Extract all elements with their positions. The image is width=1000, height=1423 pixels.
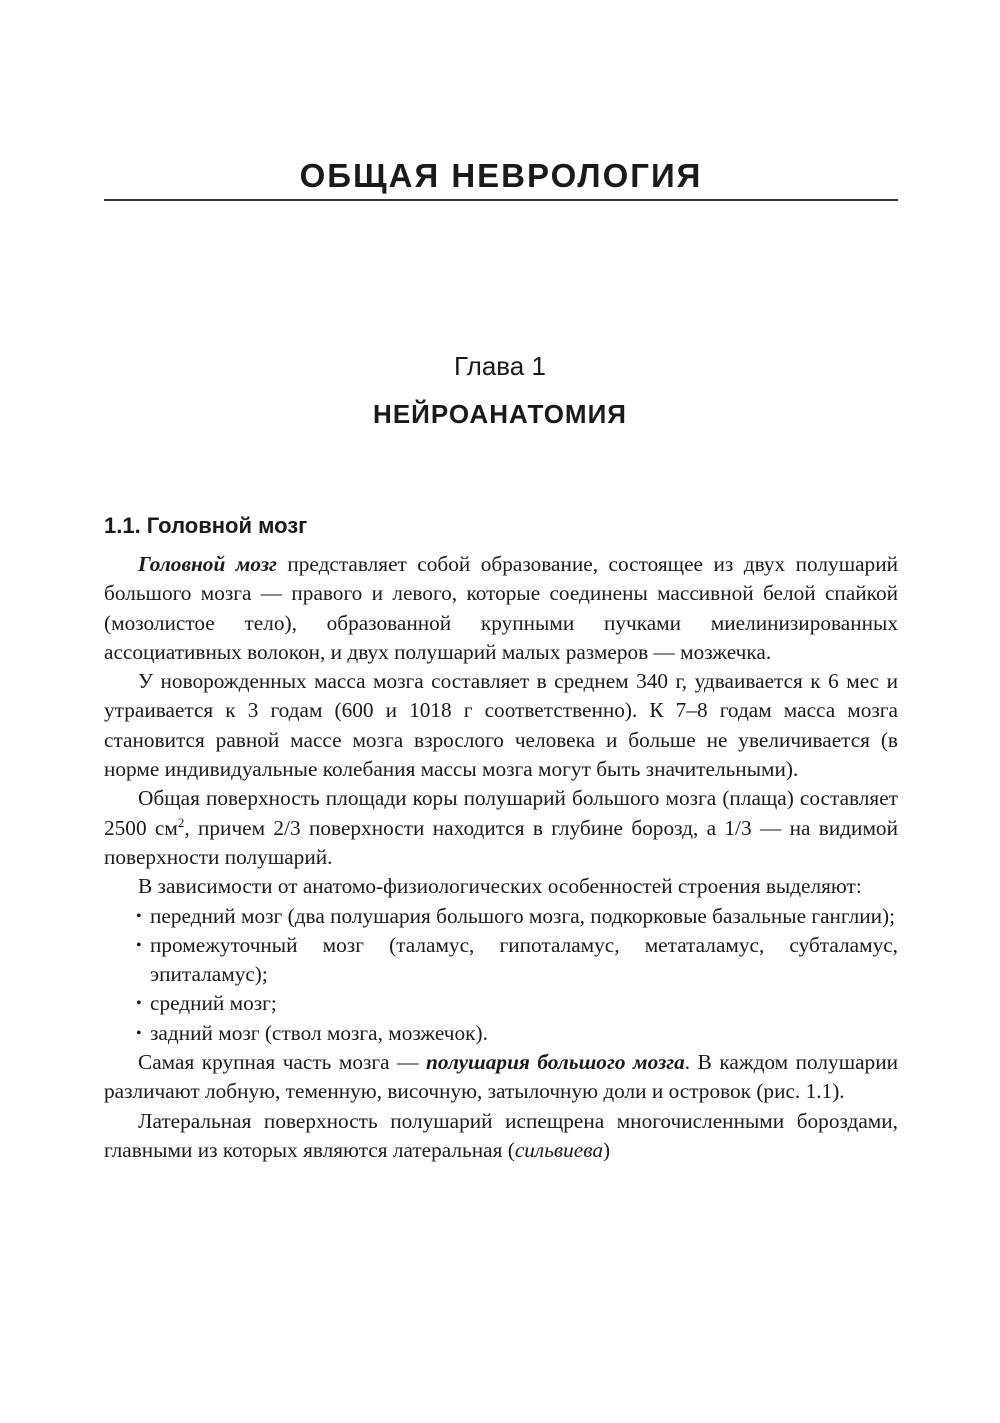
list-item [104, 902, 898, 931]
part-title: ОБЩАЯ НЕВРОЛОГИЯ [299, 157, 703, 194]
chapter-title: НЕЙРОАНАТОМИЯ [373, 399, 627, 429]
paragraph-3-text-b: , причем 2/3 поверхности находится в глубине борозд, а 1/3 — на видимой поверхности полушарий. [104, 815, 898, 869]
paragraph-6 [104, 1107, 898, 1166]
paragraph-5-text-b: . В каждом полушарии различают лобную, теменную, височную, затылочную доли и островок (рис. 1.1). [104, 1050, 898, 1104]
chapter-number: Глава 1 [454, 351, 546, 381]
section-title: 1.1. Головной мозг [104, 513, 308, 538]
list-item-text: передний мозг (два полушария большого мозга, подкорковые базальные ганглии); [150, 903, 896, 928]
bullet-icon: • [136, 936, 142, 954]
paragraph-6-text-a: Латеральная поверхность полушарий испещрена многочисленными бороздами, главными из которых являются латеральная ( [104, 1108, 898, 1162]
paragraph-3 [104, 784, 898, 872]
bullet-icon: • [136, 907, 142, 925]
list-item-text: средний мозг; [150, 991, 277, 1016]
paragraph-3-text-a: Общая поверхность площади коры полушарий большого мозга (плаща) составляет 2500 см [104, 786, 898, 840]
paragraph-5 [104, 1048, 898, 1107]
list-item [104, 1019, 898, 1048]
list-item [104, 989, 898, 1018]
paragraph-6-text-b: ) [603, 1137, 611, 1162]
body-text [104, 550, 898, 1165]
title-divider [104, 199, 898, 201]
term-sylvian: сильвиева [514, 1137, 603, 1162]
paragraph-1 [104, 550, 898, 667]
list-item-text: задний мозг (ствол мозга, мозжечок). [150, 1020, 488, 1045]
paragraph-1-text: представляет собой образование, состоящее из двух полушарий большого мозга — правого и левого, которые соединены массивной белой спайкой (мозолистое тело), образованной крупными пучками миелинизированных ассоциативных волокон, и двух полушарий малых размеров — мозжечка. [104, 552, 898, 664]
paragraph-5-text-a: Самая крупная часть мозга — [138, 1050, 426, 1075]
bullet-icon: • [136, 1024, 142, 1042]
list-item [104, 931, 898, 990]
term-brain: Головной мозг [138, 552, 277, 576]
paragraph-4: В зависимости от анатомо-физиологических особенностей строения выделяют: [138, 874, 862, 899]
superscript: 2 [177, 814, 185, 830]
paragraph-2: У новорожденных масса мозга составляет в среднем 340 г, удваивается к 6 мес и утраивается к 3 годам (600 и 1018 г соответственно). К 7–8 годам масса мозга становится равной массе мозга взрослого человека и больше не увеличивается (в норме индивидуальные колебания массы мозга могут быть значительными). [104, 669, 898, 782]
brain-parts-list [104, 902, 898, 1048]
bullet-icon: • [136, 995, 142, 1013]
term-hemispheres: полушария большого мозга [425, 1050, 685, 1075]
list-item-text: промежуточный мозг (таламус, гипоталамус, метаталамус, субталамус, эпиталамус); [150, 932, 898, 987]
